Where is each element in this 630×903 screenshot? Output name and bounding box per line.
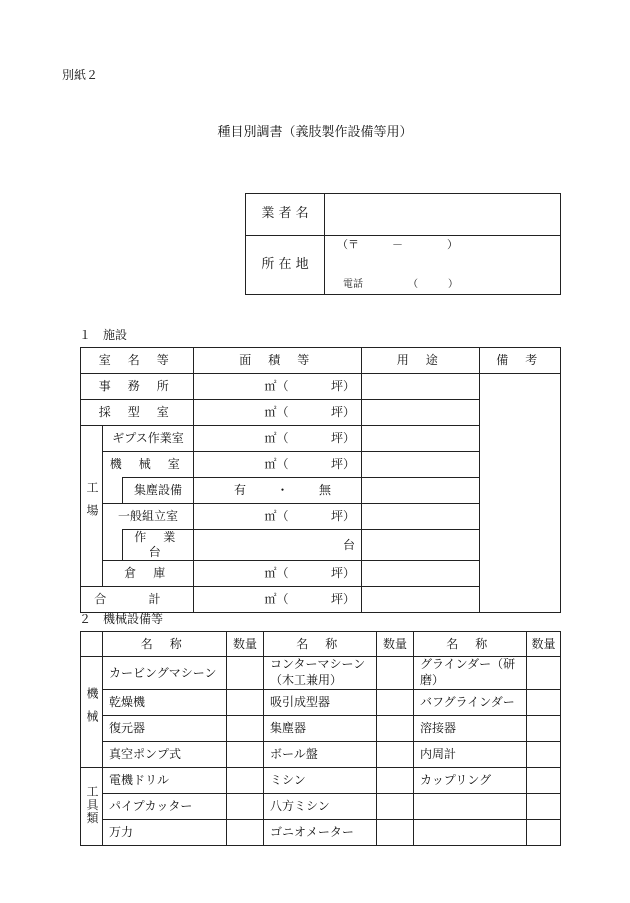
qty-cell[interactable] [227,742,264,768]
tsubo-unit: 坪） [289,452,362,478]
tsubo-unit: 坪） [289,504,362,530]
facility-table [80,347,561,613]
tsubo-unit: 坪） [289,400,362,426]
header-name: 名 称 [414,632,527,657]
area-unit: ㎡（ [194,374,289,400]
qty-cell[interactable] [377,690,414,716]
equipment-name: ミシン [264,768,377,794]
qty-cell[interactable] [227,794,264,820]
equipment-name: 乾燥機 [103,690,227,716]
header-room: 室 名 等 [81,348,194,374]
equipment-name: 吸引成型器 [264,690,377,716]
tsubo-unit: 坪） [289,587,362,613]
vendor-table [245,193,561,295]
qty-cell[interactable] [227,657,264,690]
equipment-table [80,631,561,846]
room-workbench: 作 業 台 [123,530,194,561]
area-unit: ㎡（ [194,504,289,530]
tsubo-unit: 坪） [289,426,362,452]
equipment-name: バフグラインダー [414,690,527,716]
room-total: 合 計 [81,587,194,613]
tool-label: 工具類 [85,784,99,825]
equipment-name [414,820,527,846]
use-cell[interactable] [362,452,480,478]
use-cell[interactable] [362,374,480,400]
room-casting: 採 型 室 [81,400,194,426]
header-area: 面 積 等 [194,348,362,374]
factory-group-label [81,426,103,587]
qty-cell[interactable] [377,820,414,846]
option-dot: ・ [276,483,289,497]
use-cell[interactable] [362,587,480,613]
vendor-address-label: 所 在 地 [246,236,325,295]
vendor-name-field[interactable] [325,194,561,236]
header-use: 用 途 [362,348,480,374]
qty-cell[interactable] [527,768,561,794]
area-unit: ㎡（ [194,426,289,452]
qty-cell[interactable] [377,794,414,820]
area-unit: ㎡（ [194,561,289,587]
header-name: 名 称 [264,632,377,657]
room-office: 事 務 所 [81,374,194,400]
qty-cell[interactable] [377,657,414,690]
qty-cell[interactable] [527,657,561,690]
machine-group-label [81,657,103,768]
qty-cell[interactable] [527,794,561,820]
equipment-name: 万力 [103,820,227,846]
qty-cell[interactable] [527,742,561,768]
qty-cell[interactable] [377,716,414,742]
equipment-name: 内周計 [414,742,527,768]
area-unit: ㎡（ [194,452,289,478]
use-cell[interactable] [362,426,480,452]
use-cell[interactable] [362,400,480,426]
equipment-name: ゴニオメーター [264,820,377,846]
factory-label: 工場 [85,481,99,527]
header-name: 名 称 [103,632,227,657]
header-qty: 数量 [227,632,264,657]
equipment-name: 電機ドリル [103,768,227,794]
use-cell[interactable] [362,561,480,587]
room-machine: 機 械 室 [103,452,194,478]
phone-line: 電話 （ ） [343,279,458,290]
remarks-cell[interactable] [480,374,561,613]
vendor-name-label: 業 者 名 [246,194,325,236]
qty-cell[interactable] [377,742,414,768]
qty-cell[interactable] [227,690,264,716]
equipment-name: カービングマシーン [103,657,227,690]
vendor-address-field[interactable] [325,236,561,295]
equipment-name: カップリング [414,768,527,794]
equipment-name: コンターマシーン（木工兼用） [264,657,377,690]
qty-cell[interactable] [527,716,561,742]
area-unit: ㎡（ [194,587,289,613]
postal-code: （〒 － ） [337,238,458,251]
equipment-name: パイプカッター [103,794,227,820]
attachment-label: 別紙２ [62,68,99,82]
machine-label: 機械 [85,687,99,733]
qty-cell[interactable] [377,768,414,794]
qty-cell[interactable] [227,820,264,846]
equipment-name: グラインダー（研磨） [414,657,527,690]
header-qty: 数量 [527,632,561,657]
tool-group-label [81,768,103,846]
use-cell[interactable] [362,478,480,504]
tsubo-unit: 坪） [289,561,362,587]
header-qty: 数量 [377,632,414,657]
tsubo-unit: 坪） [289,374,362,400]
qty-cell[interactable] [227,716,264,742]
equipment-name: 真空ポンプ式 [103,742,227,768]
room-assembly: 一般組立室 [103,504,194,530]
use-cell[interactable] [362,530,480,561]
equipment-name: 復元器 [103,716,227,742]
qty-cell[interactable] [527,690,561,716]
area-unit: ㎡（ [194,400,289,426]
document-title: 種目別調書（義肢製作設備等用） [217,125,413,140]
equipment-name [414,794,527,820]
room-dust: 集塵設備 [123,478,194,504]
section2-heading: ２ 機械設備等 [79,612,164,626]
section1-heading: １ 施設 [79,328,128,342]
option-yes[interactable]: 有 [234,483,247,497]
option-no[interactable]: 無 [319,483,332,497]
count-unit: 台 [289,530,362,561]
equipment-name: ボール盤 [264,742,377,768]
equipment-name: 溶接器 [414,716,527,742]
dust-options[interactable] [194,478,362,504]
equipment-name: 八方ミシン [264,794,377,820]
use-cell[interactable] [362,504,480,530]
qty-cell[interactable] [527,820,561,846]
room-storage: 倉 庫 [103,561,194,587]
header-remarks: 備 考 [480,348,561,374]
equipment-name: 集塵器 [264,716,377,742]
qty-cell[interactable] [227,768,264,794]
room-gypsum: ギプス作業室 [103,426,194,452]
